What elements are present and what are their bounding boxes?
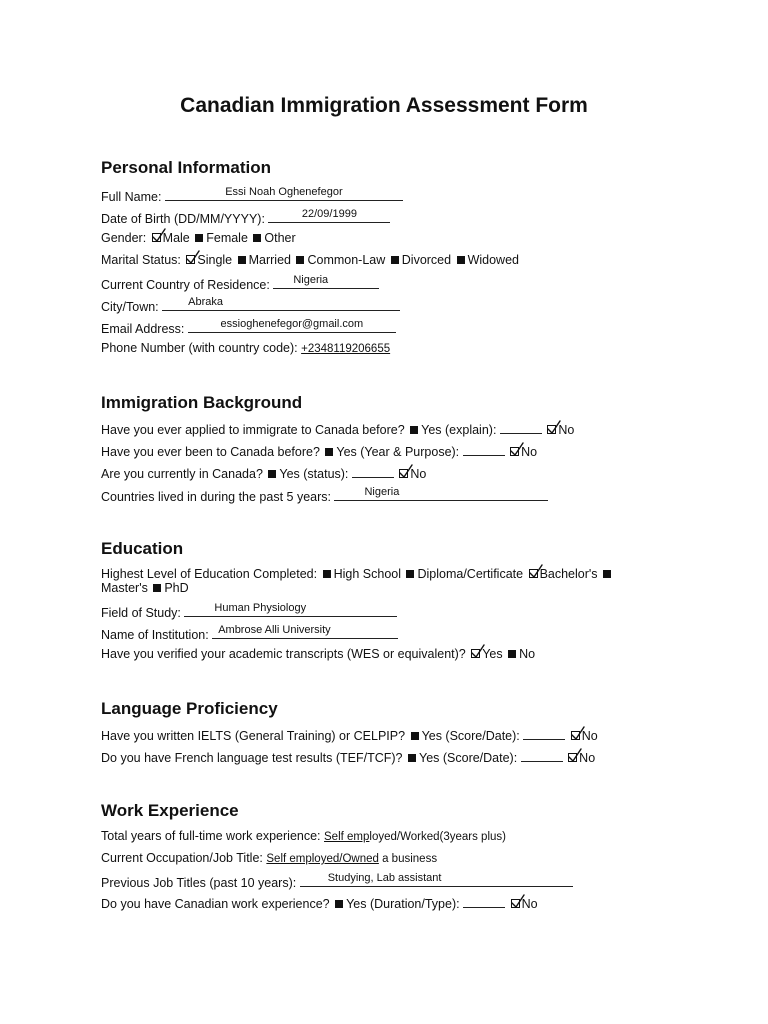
- marital-row: [101, 253, 519, 267]
- section-heading-immigration: Immigration Background: [101, 393, 303, 412]
- checked-checkbox-icon[interactable]: [529, 569, 538, 578]
- checkbox-icon[interactable]: [296, 256, 304, 264]
- checkbox-icon[interactable]: [408, 754, 416, 762]
- ielts-blank[interactable]: [523, 727, 565, 740]
- immigration-q2-no: No: [521, 445, 538, 459]
- french-label: Do you have French language test results (TEF/TCF)?: [101, 751, 403, 765]
- immigration-q1-row: [101, 421, 574, 437]
- countries-value: Nigeria: [364, 486, 400, 498]
- field-of-study-field[interactable]: [184, 603, 397, 617]
- institution-label: Name of Institution:: [101, 628, 209, 642]
- checkbox-icon[interactable]: [410, 426, 418, 434]
- gender-male-label: Male: [162, 231, 190, 245]
- french-yes: Yes (Score/Date):: [419, 751, 518, 765]
- city-label: City/Town:: [101, 300, 159, 314]
- institution-value: Ambrose Alli University: [218, 624, 331, 636]
- checkbox-icon[interactable]: [195, 234, 203, 242]
- immigration-q1-no: No: [558, 423, 575, 437]
- institution-field[interactable]: [212, 625, 398, 639]
- previous-jobs-field[interactable]: [300, 873, 573, 887]
- previous-jobs-label: Previous Job Titles (past 10 years):: [101, 876, 297, 890]
- checkbox-icon[interactable]: [268, 470, 276, 478]
- checked-checkbox-icon[interactable]: [471, 649, 480, 658]
- work-years-label: Total years of full-time work experience:: [101, 829, 321, 843]
- education-diploma: Diploma/Certificate: [417, 567, 524, 581]
- checkbox-icon[interactable]: [508, 650, 516, 658]
- canadian-work-yes: Yes (Duration/Type):: [346, 897, 460, 911]
- education-master: Master's: [101, 581, 148, 595]
- canadian-work-label: Do you have Canadian work experience?: [101, 897, 330, 911]
- checked-checkbox-icon[interactable]: [399, 469, 408, 478]
- immigration-q3-no: No: [410, 467, 427, 481]
- education-level-label: Highest Level of Education Completed:: [101, 567, 318, 581]
- checkbox-icon[interactable]: [335, 900, 343, 908]
- immigration-q3-blank[interactable]: [352, 465, 394, 478]
- gender-label: Gender:: [101, 231, 147, 245]
- ielts-yes: Yes (Score/Date):: [421, 729, 520, 743]
- marital-widowed-label: Widowed: [467, 253, 519, 267]
- field-of-study-row: [101, 603, 397, 620]
- work-years-value[interactable]: Self employed/Worked(3years plus): [324, 831, 506, 843]
- immigration-q2-label: Have you ever been to Canada before?: [101, 445, 320, 459]
- section-heading-language: Language Proficiency: [101, 699, 278, 718]
- countries-label: Countries lived in during the past 5 years:: [101, 490, 331, 504]
- full-name-row: [101, 187, 403, 204]
- field-of-study-label: Field of Study:: [101, 606, 181, 620]
- checkbox-icon[interactable]: [406, 570, 414, 578]
- transcripts-label: Have you verified your academic transcripts (WES or equivalent)?: [101, 647, 466, 661]
- email-field[interactable]: [188, 319, 396, 333]
- city-field[interactable]: [162, 297, 400, 311]
- full-name-label: Full Name:: [101, 190, 162, 204]
- city-value: Abraka: [188, 296, 223, 308]
- checked-checkbox-icon[interactable]: [152, 233, 161, 242]
- immigration-q1-yes: Yes (explain):: [421, 423, 497, 437]
- checkbox-icon[interactable]: [323, 570, 331, 578]
- email-label: Email Address:: [101, 322, 185, 336]
- work-years-row: [101, 829, 506, 844]
- section-heading-work: Work Experience: [101, 801, 239, 820]
- country-value: Nigeria: [293, 274, 329, 286]
- french-no: No: [579, 751, 596, 765]
- countries-row: [101, 487, 548, 504]
- marital-label: Marital Status:: [101, 253, 181, 267]
- email-value: essioghenefegor@gmail.com: [220, 318, 364, 330]
- full-name-value: Essi Noah Oghenefegor: [225, 186, 343, 198]
- checked-checkbox-icon[interactable]: [571, 731, 580, 740]
- previous-jobs-value: Studying, Lab assistant: [327, 872, 442, 884]
- checked-checkbox-icon[interactable]: [510, 447, 519, 456]
- immigration-q1-label: Have you ever applied to immigrate to Canada before?: [101, 423, 405, 437]
- gender-female-label: Female: [206, 231, 248, 245]
- gender-other-label: Other: [264, 231, 296, 245]
- french-row: [101, 749, 595, 765]
- education-high-school: High School: [333, 567, 401, 581]
- occupation-label: Current Occupation/Job Title:: [101, 851, 263, 865]
- checked-checkbox-icon[interactable]: [568, 753, 577, 762]
- marital-divorced-label: Divorced: [401, 253, 452, 267]
- field-of-study-value: Human Physiology: [214, 602, 307, 614]
- transcripts-yes: Yes: [482, 647, 503, 661]
- phone-row: [101, 341, 390, 356]
- checkbox-icon[interactable]: [411, 732, 419, 740]
- country-field[interactable]: [273, 275, 379, 289]
- immigration-q2-blank[interactable]: [463, 443, 505, 456]
- canadian-work-no: No: [521, 897, 538, 911]
- country-label: Current Country of Residence:: [101, 278, 270, 292]
- checkbox-icon[interactable]: [238, 256, 246, 264]
- form-title: Canadian Immigration Assessment Form: [180, 94, 588, 117]
- transcripts-row: [101, 647, 535, 661]
- checkbox-icon[interactable]: [391, 256, 399, 264]
- checked-checkbox-icon[interactable]: [547, 425, 556, 434]
- education-level-row: [101, 567, 614, 581]
- immigration-q2-row: [101, 443, 537, 459]
- previous-jobs-row: [101, 873, 573, 890]
- dob-field[interactable]: [268, 209, 390, 223]
- marital-common-label: Common-Law: [307, 253, 386, 267]
- ielts-label: Have you written IELTS (General Training) or CELPIP?: [101, 729, 406, 743]
- checkbox-icon[interactable]: [457, 256, 465, 264]
- countries-field[interactable]: [334, 487, 548, 501]
- checkbox-icon[interactable]: [325, 448, 333, 456]
- education-bachelor: Bachelor's: [539, 567, 598, 581]
- canadian-work-row: [101, 895, 538, 911]
- occupation-row: [101, 851, 437, 866]
- checkbox-icon[interactable]: [603, 570, 611, 578]
- dob-label: Date of Birth (DD/MM/YYYY):: [101, 212, 265, 226]
- marital-single-label: Single: [197, 253, 233, 267]
- immigration-q1-blank[interactable]: [500, 421, 542, 434]
- checkbox-icon[interactable]: [153, 584, 161, 592]
- section-heading-education: Education: [101, 539, 184, 558]
- occupation-value[interactable]: Self employed/Owned a business: [266, 853, 438, 865]
- canadian-work-blank[interactable]: [463, 895, 505, 908]
- institution-row: [101, 625, 398, 642]
- immigration-q3-yes: Yes (status):: [279, 467, 349, 481]
- email-row: [101, 319, 396, 336]
- section-heading-personal: Personal Information: [101, 158, 272, 177]
- city-row: [101, 297, 400, 314]
- education-phd: PhD: [164, 581, 189, 595]
- immigration-q2-yes: Yes (Year & Purpose):: [336, 445, 460, 459]
- french-blank[interactable]: [521, 749, 563, 762]
- ielts-row: [101, 727, 598, 743]
- checked-checkbox-icon[interactable]: [186, 255, 195, 264]
- country-row: [101, 275, 379, 292]
- immigration-q3-label: Are you currently in Canada?: [101, 467, 263, 481]
- ielts-no: No: [581, 729, 598, 743]
- immigration-q3-row: [101, 465, 426, 481]
- education-level-row-2: [101, 581, 189, 595]
- checkbox-icon[interactable]: [253, 234, 261, 242]
- transcripts-no: No: [519, 647, 536, 661]
- dob-row: [101, 209, 390, 226]
- phone-label: Phone Number (with country code):: [101, 341, 298, 355]
- phone-value[interactable]: +2348119206655: [301, 343, 391, 355]
- checked-checkbox-icon[interactable]: [511, 899, 520, 908]
- dob-value: 22/09/1999: [301, 208, 357, 220]
- gender-row: [101, 231, 296, 245]
- marital-married-label: Married: [248, 253, 291, 267]
- full-name-field[interactable]: [165, 187, 403, 201]
